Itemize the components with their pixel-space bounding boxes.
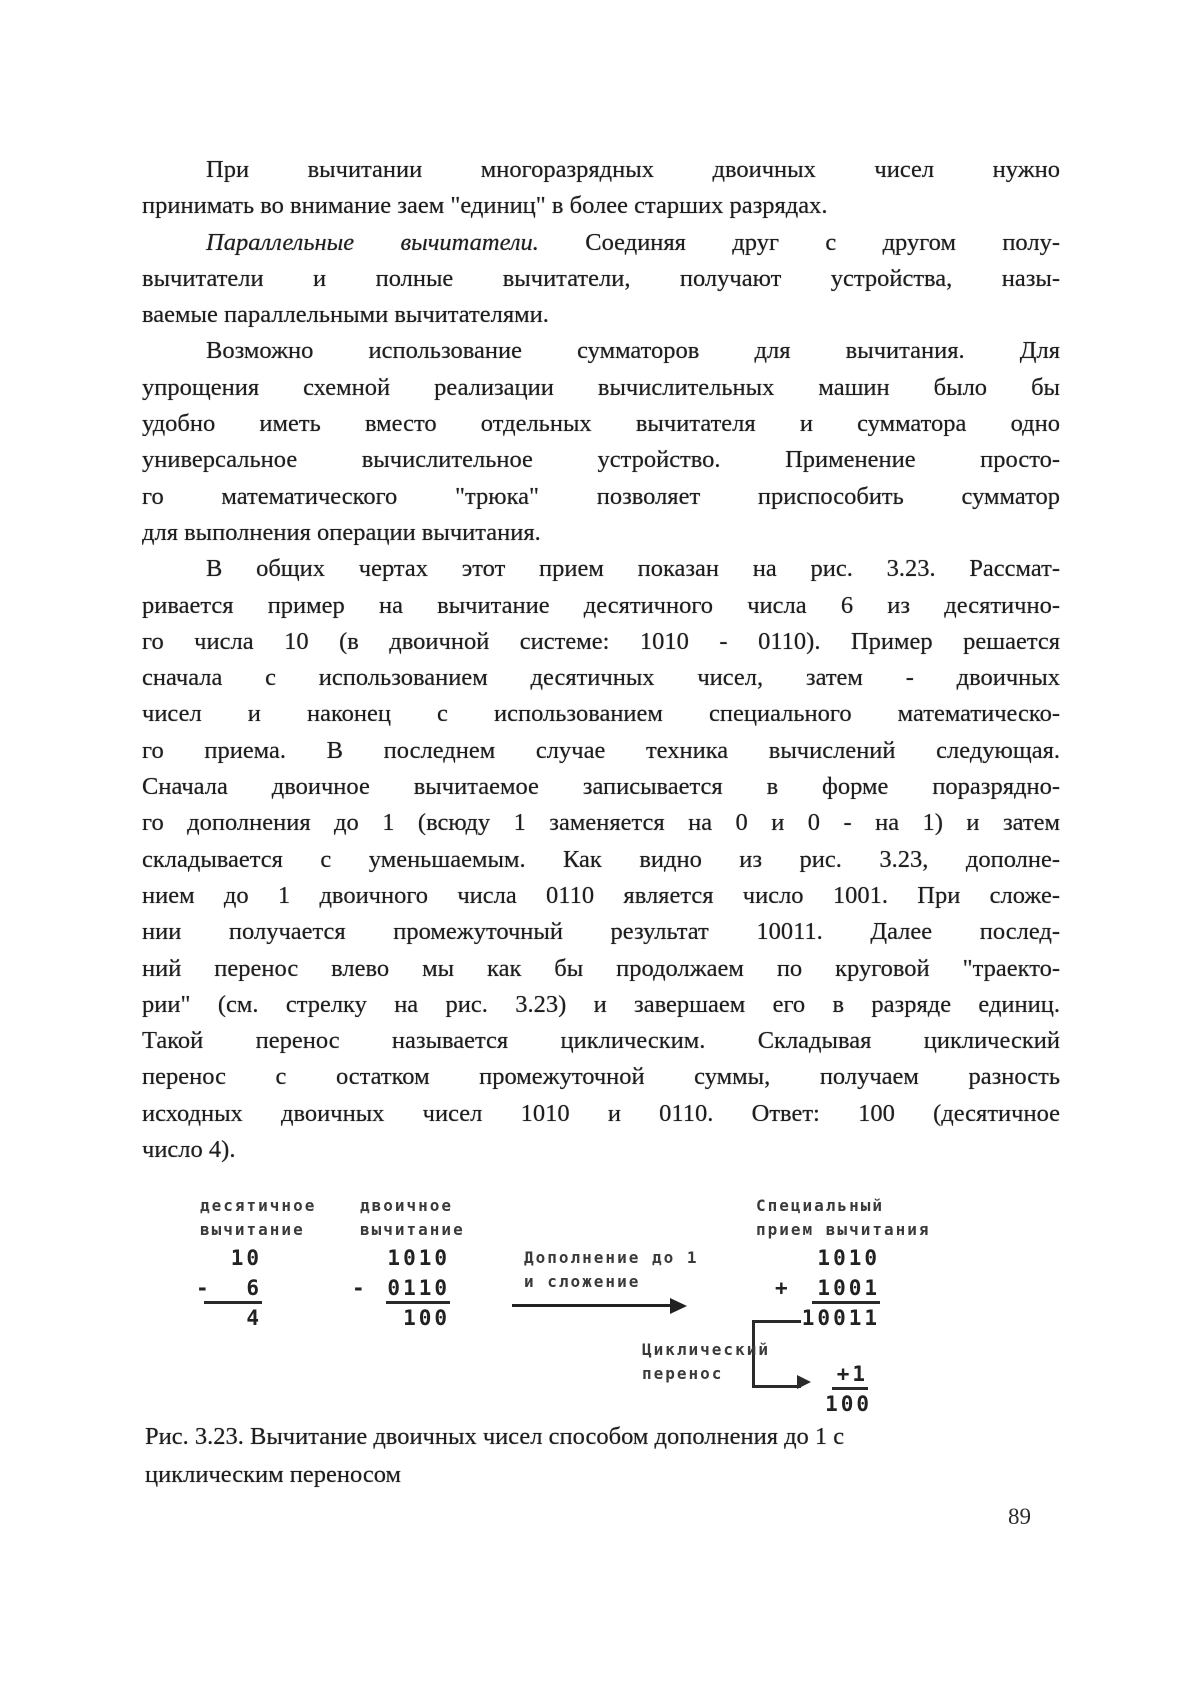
cyclic-carry-value: +1 (832, 1362, 868, 1390)
special-header-line2: прием вычитания (756, 1220, 931, 1239)
cyclic-carry-label (642, 1338, 770, 1386)
decimal-minuend (196, 1246, 262, 1276)
paragraph-line: го приема. В последнем случае техника вычислений следующая. (142, 736, 1060, 764)
paragraph-line: принимать во внимание заем "единиц" в более старших разрядах. (142, 192, 828, 220)
paragraph-line-rest: Соединяя друг с другом полу- (538, 228, 1060, 256)
special-result-value: 100 (825, 1392, 872, 1416)
binary-header-line1: двоичное (360, 1196, 454, 1215)
paragraph-line: удобно иметь вместо отдельных вычитателя и сумматора одно (142, 410, 1060, 438)
decimal-result-value: 4 (246, 1306, 262, 1330)
decimal-column-header (200, 1194, 316, 1242)
paragraph-line: ваемые параллельными вычитателями. (142, 301, 549, 329)
plus-sign: + (775, 1276, 791, 1300)
paragraph-line: ний перенос влево мы как бы продолжаем по круговой "траекто- (142, 954, 1060, 982)
paragraph-line: го математического "трюка" позволяет приспособить сумматор (142, 482, 1060, 510)
arrow-label-line2: и сложение (524, 1272, 641, 1291)
figure-3-23 (0, 1188, 1200, 1440)
binary-subtrahend-row (352, 1276, 450, 1306)
cyclic-label-line2: перенос (642, 1364, 724, 1383)
special-intermediate-value: 10011 (801, 1306, 880, 1330)
paragraph-line: рии" (см. стрелку на рис. 3.23) и завершаем его в разряде единиц. (142, 990, 1060, 1018)
paragraph-line: ривается пример на вычитание десятичного числа 6 из десятично- (142, 591, 1060, 619)
right-arrow-shaft (512, 1304, 672, 1307)
decimal-header-line2: вычитание (200, 1220, 305, 1239)
paragraph-line: чисел и наконец с использованием специального математическо- (142, 700, 1060, 728)
decimal-subtraction (196, 1246, 262, 1336)
paragraph-line: вычитатели и полные вычитатели, получают устройства, назы- (142, 264, 1060, 292)
decimal-subtrahend-row (196, 1276, 262, 1306)
binary-minuend (352, 1246, 450, 1276)
binary-result-value: 100 (403, 1306, 450, 1330)
paragraph-line: При вычитании многоразрядных двоичных чисел нужно (206, 156, 1060, 183)
italic-term: Параллельные вычитатели. (206, 228, 539, 256)
paragraph-line: Возможно использование сумматоров для вычитания. Для (206, 337, 1060, 365)
paragraph-line: нием до 1 двоичного числа 0110 является число 1001. При сложе- (142, 881, 1060, 909)
special-minuend (775, 1246, 880, 1276)
page-number: 89 (1008, 1504, 1031, 1529)
special-minuend-value: 1010 (817, 1246, 880, 1270)
paragraph-line: для выполнения операции вычитания. (142, 518, 541, 546)
caption-line2: циклическим переносом (145, 1461, 402, 1488)
paragraph-line: го дополнения до 1 (всюду 1 заменяется на 0 и 0 - на 1) и затем (142, 809, 1060, 837)
arrow-label-line1: Дополнение до 1 (524, 1248, 699, 1267)
minus-sign: - (196, 1276, 212, 1300)
binary-subtraction (352, 1246, 450, 1336)
special-header-line1: Специальный (756, 1196, 884, 1215)
paragraph-line: исходных двоичных чисел 1010 и 0110. Ответ: 100 (десятичное (142, 1099, 1060, 1127)
paragraph-line: упрощения схемной реализации вычислительных машин было бы (142, 373, 1060, 401)
arrow-label (524, 1246, 699, 1294)
body-text (142, 152, 1060, 1168)
paragraph-line: складывается с уменьшаемым. Как видно из рис. 3.23, дополне- (142, 845, 1060, 873)
paragraph-line: Такой перенос называется циклическим. Складывая циклический (142, 1027, 1060, 1055)
special-column-header (756, 1194, 931, 1242)
decimal-minuend-value: 10 (230, 1246, 262, 1270)
special-addend-value: 1001 (812, 1276, 880, 1304)
binary-column-header (360, 1194, 465, 1242)
paragraph-line: го числа 10 (в двоичной системе: 1010 - 0110). Пример решается (142, 627, 1060, 655)
paragraph-line (142, 225, 1060, 261)
cyclic-label-line1: Циклический (642, 1340, 770, 1359)
binary-result (352, 1306, 450, 1336)
decimal-subtrahend-value: 6 (204, 1276, 262, 1304)
paragraph-line: перенос с остатком промежуточной суммы, получаем разность (142, 1063, 1060, 1091)
right-arrow-head-icon (670, 1298, 687, 1314)
paragraph-line: В общих чертах этот прием показан на рис. 3.23. Рассмат- (206, 555, 1060, 583)
paragraph-line: Сначала двоичное вычитаемое записывается в форме поразрядно- (142, 773, 1060, 801)
special-addend-row (775, 1276, 880, 1306)
binary-subtrahend-value: 0110 (386, 1276, 450, 1304)
paragraph-line: число 4). (142, 1136, 236, 1164)
figure-caption (145, 1418, 1065, 1494)
cyclic-carry-arrow-head-icon (797, 1375, 811, 1389)
decimal-result (196, 1306, 262, 1336)
binary-minuend-value: 1010 (387, 1246, 450, 1270)
paragraph-line: нии получается промежуточный результат 10011. Далее послед- (142, 918, 1060, 946)
caption-line1: Рис. 3.23. Вычитание двоичных чисел способом дополнения до 1 с (145, 1423, 845, 1450)
binary-header-line2: вычитание (360, 1220, 465, 1239)
decimal-header-line1: десятичное (200, 1196, 317, 1215)
paragraph-line: универсальное вычислительное устройство. Применение просто- (142, 446, 1060, 474)
paragraph-line: сначала с использованием десятичных чисел, затем - двоичных (142, 664, 1060, 692)
minus-sign: - (352, 1276, 368, 1300)
